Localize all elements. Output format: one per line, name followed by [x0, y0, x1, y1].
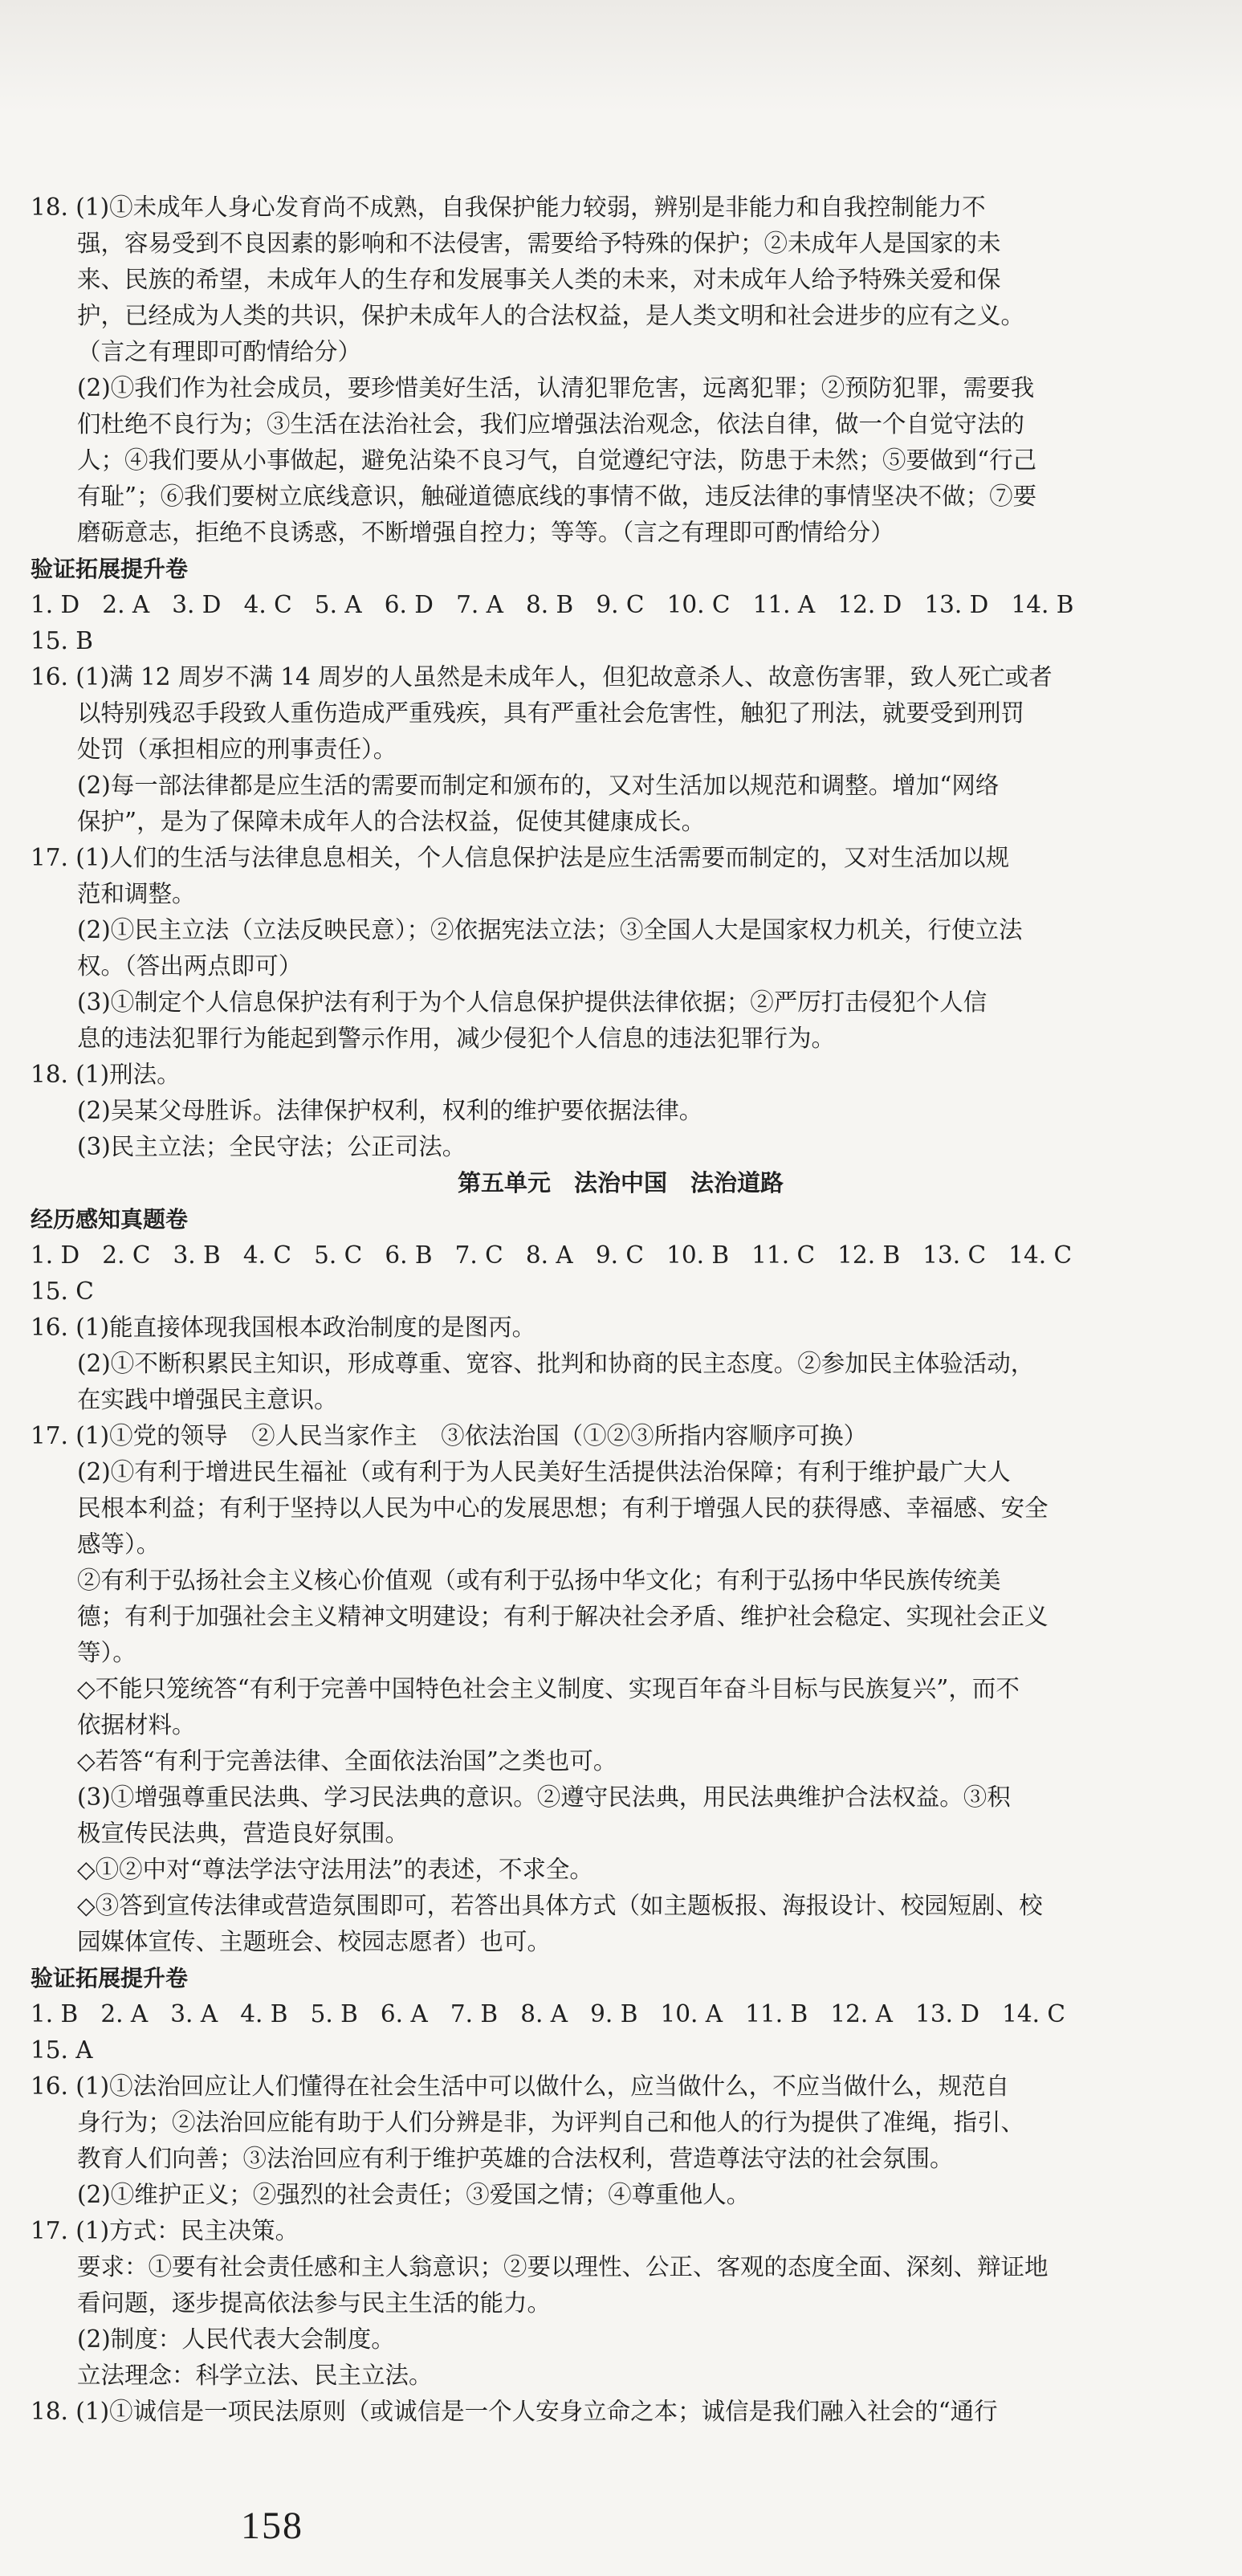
text-line: 来、民族的希望，未成年人的生存和发展事关人类的未来，对未成年人给予特殊关爱和保 — [77, 266, 1001, 293]
text-line: 1. D 2. A 3. D 4. C 5. A 6. D 7. A 8. B 9. C 10. C 11. A 12. D 13. D 14. B — [31, 591, 1074, 618]
text-line: 要求：①要有社会责任感和主人翁意识；②要以理性、公正、客观的态度全面、深刻、辩证地 — [77, 2253, 1049, 2280]
text-line: 园媒体宣传、主题班会、校园志愿者）也可。 — [77, 1928, 552, 1955]
text-line: 16. (1)能直接体现我国根本政治制度的是图丙。 — [31, 1314, 536, 1341]
text-line: 18. (1)①未成年人身心发育尚不成熟，自我保护能力较弱，辨别是非能力和自我控制能力不 — [31, 194, 986, 221]
text-line: ◇③答到宣传法律或营造氛围即可，若答出具体方式（如主题板报、海报设计、校园短剧、校 — [77, 1892, 1043, 1919]
text-line: 18. (1)刑法。 — [31, 1061, 181, 1088]
text-line: 极宣传民法典，营造良好氛围。 — [77, 1820, 409, 1847]
text-line: 处罚（承担相应的刑事责任）。 — [77, 736, 397, 763]
text-line: ◇不能只笼统答“有利于完善中国特色社会主义制度、实现百年奋斗目标与民族复兴”，而不 — [77, 1675, 1020, 1702]
text-line: 18. (1)①诚信是一项民法原则（或诚信是一个人安身立命之本；诚信是我们融入社会的“通行 — [31, 2398, 998, 2425]
text-line: ◇若答“有利于完善法律、全面依法治国”之类也可。 — [77, 1747, 617, 1775]
text-line: (2)制度：人民代表大会制度。 — [77, 2325, 395, 2353]
text-line: 护，已经成为人类的共识，保护未成年人的合法权益，是人类文明和社会进步的应有之义。 — [77, 302, 1025, 329]
text-line: 德；有利于加强社会主义精神文明建设；有利于解决社会矛盾、维护社会稳定、实现社会正义 — [77, 1603, 1049, 1630]
text-line: 以特别残忍手段致人重伤造成严重残疾，具有严重社会危害性，触犯了刑法，就要受到刑罚 — [77, 699, 1025, 727]
text-line: ◇①②中对“尊法学法守法用法”的表述，不求全。 — [77, 1856, 593, 1883]
text-line: (2)①民主立法（立法反映民意）；②依据宪法立法；③全国人大是国家权力机关，行使立法 — [77, 916, 1023, 944]
section-heading: 验证拓展提升卷 — [31, 556, 189, 582]
text-line: 15. B — [31, 627, 93, 654]
text-line: 15. A — [31, 2036, 93, 2064]
text-line: 看问题，逐步提高依法参与民主生活的能力。 — [77, 2289, 552, 2317]
text-line: 人；④我们要从小事做起，避免沾染不良习气，自觉遵纪守法，防患于未然；⑤要做到“行己 — [77, 446, 1037, 474]
text-line: 权。（答出两点即可） — [77, 952, 303, 980]
text-line: ②有利于弘扬社会主义核心价值观（或有利于弘扬中华文化；有利于弘扬中华民族传统美 — [77, 1567, 1001, 1594]
text-line: (2)①不断积累民主知识，形成尊重、宽容、批判和协商的民主态度。②参加民主体验活动， — [77, 1350, 1035, 1377]
text-line: 17. (1)方式：民主决策。 — [31, 2217, 299, 2244]
text-line: 17. (1)人们的生活与法律息息相关，个人信息保护法是应生活需要而制定的，又对生活加以规 — [31, 844, 1010, 871]
text-line: (2)①有利于增进民生福祉（或有利于为人民美好生活提供法治保障；有利于维护最广大人 — [77, 1458, 1011, 1486]
text-line: （言之有理即可酌情给分） — [77, 338, 362, 365]
text-line: 身行为；②法治回应能有助于人们分辨是非，为评判自己和他人的行为提供了准绳，指引、 — [77, 2109, 1025, 2136]
text-line: 1. B 2. A 3. A 4. B 5. B 6. A 7. B 8. A 9. B 10. A 11. B 12. A 13. D 14. C — [31, 2000, 1065, 2028]
text-line: 等）。 — [77, 1639, 136, 1666]
text-line: 强，容易受到不良因素的影响和不法侵害，需要给予特殊的保护；②未成年人是国家的未 — [77, 230, 1001, 257]
text-line: 15. C — [31, 1278, 94, 1305]
text-line: 17. (1)①党的领导 ②人民当家作主 ③依法治国（①②③所指内容顺序可换） — [31, 1422, 868, 1449]
text-line: 1. D 2. C 3. B 4. C 5. C 6. B 7. C 8. A 9. C 10. B 11. C 12. B 13. C 14. C — [31, 1241, 1073, 1269]
text-line: (2)吴某父母胜诉。法律保护权利，权利的维护要依据法律。 — [77, 1097, 703, 1124]
text-line: 在实践中增强民主意识。 — [77, 1386, 338, 1413]
text-line: 息的违法犯罪行为能起到警示作用，减少侵犯个人信息的违法犯罪行为。 — [77, 1025, 836, 1052]
text-line: (3)①制定个人信息保护法有利于为个人信息保护提供法律依据；②严厉打击侵犯个人信 — [77, 988, 987, 1016]
text-line: 磨砺意志，拒绝不良诱惑，不断增强自控力；等等。（言之有理即可酌情给分） — [77, 519, 894, 546]
text-line: 们杜绝不良行为；③生活在法治社会，我们应增强法治观念，依法自律，做一个自觉守法的 — [77, 410, 1025, 438]
text-line: 教育人们向善；③法治回应有利于维护英雄的合法权利，营造尊法守法的社会氛围。 — [77, 2145, 954, 2172]
text-line: 范和调整。 — [77, 880, 196, 907]
text-line: 有耻”；⑥我们要树立底线意识，触碰道德底线的事情不做，违反法律的事情坚决不做；⑦要 — [77, 483, 1037, 510]
text-line: (2)①我们作为社会成员，要珍惜美好生活，认清犯罪危害，远离犯罪；②预防犯罪，需要我 — [77, 374, 1035, 401]
text-line: 感等）。 — [77, 1531, 161, 1558]
text-line: (2)①维护正义；②强烈的社会责任；③爱国之情；④尊重他人。 — [77, 2181, 751, 2208]
text-line: 保护”，是为了保障未成年人的合法权益，促使其健康成长。 — [77, 808, 706, 835]
text-line: (3)①增强尊重民法典、学习民法典的意识。②遵守民法典，用民法典维护合法权益。③积 — [77, 1783, 1011, 1811]
text-line: 依据材料。 — [77, 1711, 196, 1738]
text-line: 16. (1)满 12 周岁不满 14 周岁的人虽然是未成年人，但犯故意杀人、故意伤害罪，致人死亡或者 — [31, 663, 1053, 691]
text-line: 民根本利益；有利于坚持以人民为中心的发展思想；有利于增强人民的获得感、幸福感、安全 — [77, 1494, 1049, 1522]
text-line: (3)民主立法；全民守法；公正司法。 — [77, 1133, 466, 1160]
unit-title: 第五单元 法治中国 法治道路 — [457, 1169, 784, 1196]
section-heading: 验证拓展提升卷 — [31, 1965, 189, 1991]
text-line: 16. (1)①法治回应让人们懂得在社会生活中可以做什么，应当做什么，不应当做什么，规范自 — [31, 2073, 1010, 2100]
answer-text-body — [31, 190, 1211, 2430]
text-line: (2)每一部法律都是应生活的需要而制定和颁布的，又对生活加以规范和调整。增加“网络 — [77, 772, 1000, 799]
page-number: 158 — [241, 2505, 303, 2547]
text-line: 立法理念：科学立法、民主立法。 — [77, 2362, 433, 2389]
section-heading: 经历感知真题卷 — [31, 1206, 189, 1233]
